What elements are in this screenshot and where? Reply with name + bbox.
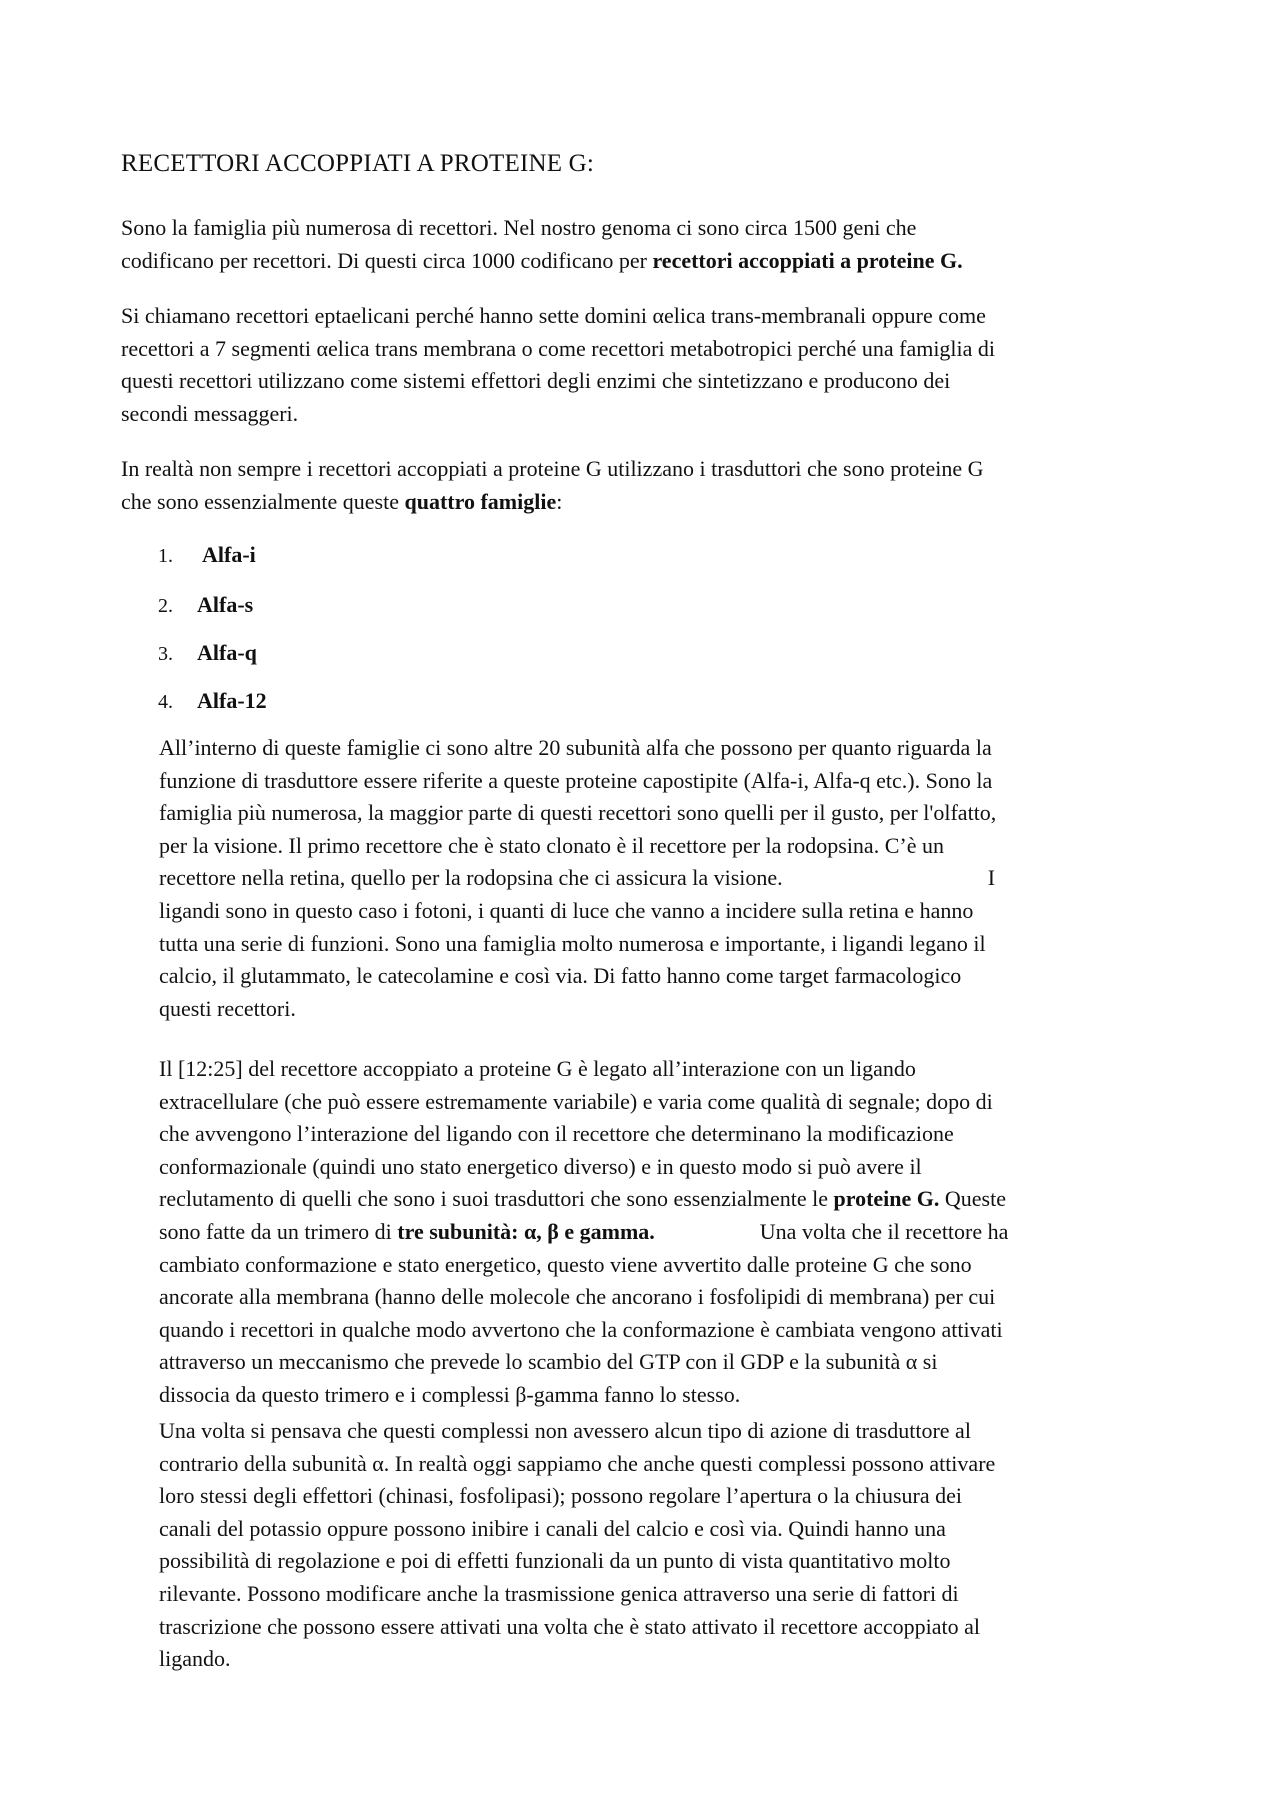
- paragraph-line: Sono la famiglia più numerosa di recettori. Nel nostro genoma ci sono circa 1500 geni che: [121, 215, 917, 240]
- list-number: 4.: [158, 691, 173, 713]
- paragraph-line: quando i recettori in qualche modo avvertono che la conformazione è cambiata vengono attivati: [159, 1316, 1003, 1342]
- bold-term: quattro famiglie: [404, 488, 557, 514]
- paragraph-line: che sono essenzialmente queste: [121, 488, 405, 514]
- bold-term: tre subunità: α, β e gamma.: [397, 1218, 655, 1244]
- paragraph-line: extracellulare (che può essere estremamente variabile) e varia come qualità di segnale; dopo di: [159, 1088, 993, 1114]
- paragraph-line: trascrizione che possono essere attivati una volta che è stato attivato il recettore accoppiato al: [159, 1613, 980, 1639]
- paragraph-line: che avvengono l’interazione del ligando con il recettore che determinano la modificazione: [159, 1121, 954, 1147]
- paragraph-eptaelicani: [121, 300, 1161, 430]
- bold-term: proteine G.: [833, 1186, 940, 1212]
- paragraph-line: I: [987, 865, 996, 891]
- paragraph-line: recettore nella retina, quello per la rodopsina che ci assicura la visione.: [159, 865, 783, 891]
- list-label: Alfa-s: [197, 592, 254, 617]
- paragraph-line: funzione di trasduttore essere riferite a queste proteine capostipite (Alfa-i, Alfa-q etc.). Sono la: [159, 767, 993, 793]
- paragraph-line: recettori a 7 segmenti αelica trans membrana o come recettori metabotropici perché una famiglia di: [121, 335, 996, 361]
- list-item: [158, 542, 256, 568]
- paragraph-line: attraverso un meccanismo che prevede lo scambio del GTP con il GDP e la subunità α si: [159, 1349, 938, 1375]
- paragraph-line: loro stessi degli effettori (chinasi, fosfolipasi); possono regolare l’apertura o la chiusura dei: [159, 1483, 962, 1509]
- list-number: 1.: [158, 545, 173, 567]
- paragraph-line: per la visione. Il primo recettore che è stato clonato è il recettore per la rodopsina. C’è un: [159, 832, 944, 858]
- paragraph-line: calcio, il glutammato, le catecolamine e così via. Di fatto hanno come target farmacologico: [159, 963, 962, 989]
- paragraph-line: possibilità di regolazione e poi di effetti funzionali da un punto di vista quantitativo molto: [159, 1548, 951, 1574]
- paragraph-line: :: [556, 488, 563, 514]
- bold-term: recettori accoppiati a proteine G.: [652, 247, 963, 273]
- paragraph-line: secondi messaggeri.: [121, 400, 299, 426]
- paragraph-line: Una volta si pensava che questi complessi non avessero alcun tipo di azione di trasduttore al: [159, 1418, 971, 1443]
- paragraph-line: Queste: [939, 1186, 1006, 1212]
- list-item: [158, 688, 267, 714]
- paragraph-line: tutta una serie di funzioni. Sono una famiglia molto numerosa e importante, i ligandi legano il: [159, 930, 986, 956]
- paragraph-line: famiglia più numerosa, la maggior parte di questi recettori sono quelli per il gusto, per l'olfatto,: [159, 800, 997, 826]
- paragraph-line: codificano per recettori. Di questi circa 1000 codificano per: [121, 247, 653, 273]
- paragraph-line: rilevante. Possono modificare anche la trasmissione genica attraverso una serie di fattori di: [159, 1580, 959, 1606]
- paragraph-line: All’interno di queste famiglie ci sono altre 20 subunità alfa che possono per quanto riguarda la: [159, 735, 992, 760]
- paragraph-families-intro: [121, 453, 1161, 518]
- paragraph-line: ligando.: [159, 1646, 231, 1672]
- list-number: 2.: [158, 595, 173, 617]
- list-number: 3.: [158, 643, 173, 665]
- paragraph-line: questi recettori utilizzano come sistemi effettori degli enzimi che sintetizzano e producono dei: [121, 368, 951, 394]
- paragraph-line: ancorate alla membrana (hanno delle molecole che ancorano i fosfolipidi di membrana) per cui: [159, 1284, 996, 1310]
- paragraph-line: cambiato conformazione e stato energetico, questo viene avvertito dalle proteine G che sono: [159, 1251, 972, 1277]
- paragraph-line: In realtà non sempre i recettori accoppiati a proteine G utilizzano i trasduttori che sono proteine G: [121, 456, 984, 481]
- paragraph-line: Si chiamano recettori eptaelicani perché hanno sette domini αelica trans-membranali oppure come: [121, 303, 986, 328]
- paragraph-line: Una volta che il recettore ha: [759, 1218, 1009, 1244]
- paragraph-subunits: [159, 732, 1159, 1025]
- paragraph-line: reclutamento di quelli che sono i suoi trasduttori che sono essenzialmente le: [159, 1186, 834, 1212]
- list-item: [158, 640, 257, 666]
- paragraph-line: questi recettori.: [159, 995, 296, 1021]
- list-label: Alfa-12: [197, 688, 267, 713]
- paragraph-line: dissocia da questo trimero e i complessi β-gamma fanno lo stesso.: [159, 1381, 741, 1407]
- list-item: [158, 592, 253, 618]
- paragraph-line: ligandi sono in questo caso i fotoni, i quanti di luce che vanno a incidere sulla retina e hanno: [159, 897, 974, 923]
- paragraph-line: contrario della subunità α. In realtà oggi sappiamo che anche questi complessi possono attivare: [159, 1450, 996, 1476]
- list-label: Alfa-i: [202, 542, 256, 567]
- paragraph-line: canali del potassio oppure possono inibire i canali del calcio e così via. Quindi hanno una: [159, 1515, 946, 1541]
- paragraph-line: sono fatte da un trimero di: [159, 1218, 398, 1244]
- paragraph-line: conformazionale (quindi uno stato energetico diverso) e in questo modo si può avere il: [159, 1153, 922, 1179]
- paragraph-line: Il [12:25] del recettore accoppiato a proteine G è legato all’interazione con un ligando: [159, 1056, 916, 1081]
- paragraph-beta-gamma: [159, 1415, 1169, 1676]
- list-label: Alfa-q: [197, 640, 257, 665]
- paragraph-mechanism: [159, 1053, 1169, 1412]
- paragraph-intro: [121, 212, 1161, 277]
- page-title: RECETTORI ACCOPPIATI A PROTEINE G:: [121, 150, 595, 177]
